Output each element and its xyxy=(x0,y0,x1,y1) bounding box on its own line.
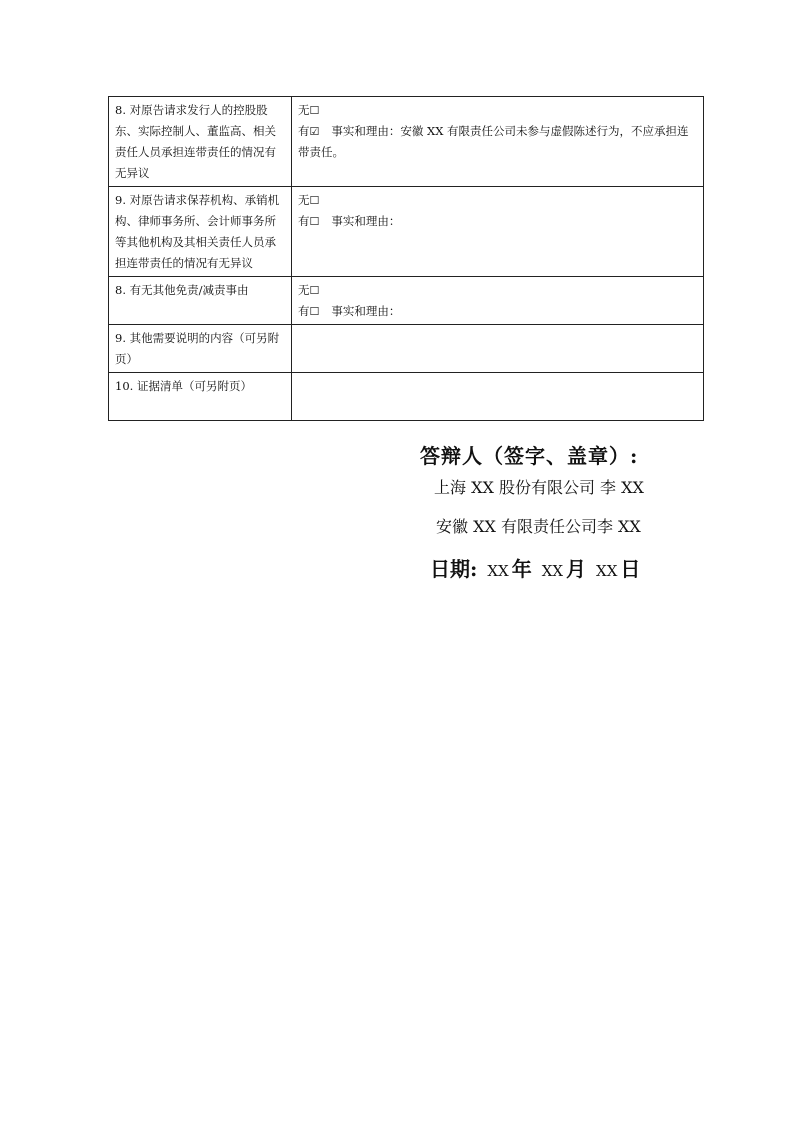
answer-cell xyxy=(292,187,704,277)
checkbox-no[interactable]: ☐ xyxy=(309,194,320,207)
checkbox-yes[interactable]: ☐ xyxy=(309,215,320,228)
reason-text: 安徽 XX 有限责任公司未参与虚假陈述行为，不应承担连带责任。 xyxy=(298,124,689,159)
reason-label: 事实和理由： xyxy=(331,214,401,228)
checkbox-no[interactable]: ☐ xyxy=(309,284,320,297)
date-year-unit: 年 xyxy=(511,557,532,581)
answer-cell-empty[interactable] xyxy=(292,325,704,373)
signature-date xyxy=(430,553,740,582)
checkbox-yes[interactable]: ☐ xyxy=(309,305,320,318)
checkbox-yes-checked[interactable]: ☑ xyxy=(309,125,320,138)
date-year-value: XX xyxy=(487,562,509,580)
signatory-line-1: 上海 XX 股份有限公司 李 XX xyxy=(434,478,644,497)
table-row xyxy=(109,325,704,373)
option-no: 无☐ xyxy=(298,280,697,301)
reason-label: 事实和理由： xyxy=(331,124,401,138)
checkbox-no[interactable]: ☐ xyxy=(309,104,320,117)
option-yes: 有☑ 事实和理由：安徽 XX 有限责任公司未参与虚假陈述行为，不应承担连带责任。 xyxy=(298,121,697,163)
date-day-value: XX xyxy=(596,562,618,580)
option-yes: 有☐ 事实和理由： xyxy=(298,301,697,322)
table-row xyxy=(109,187,704,277)
signature-block xyxy=(420,440,740,582)
response-form-table xyxy=(108,96,704,421)
option-no: 无☐ xyxy=(298,190,697,211)
answer-cell xyxy=(292,277,704,325)
question-cell: 8. 有无其他免责/减责事由 xyxy=(109,277,292,325)
date-month-value: XX xyxy=(541,562,564,580)
table-row xyxy=(109,97,704,187)
signatory-line-2: 安徽 XX 有限责任公司李 XX xyxy=(436,517,641,536)
answer-cell-empty[interactable] xyxy=(292,373,704,421)
option-no: 无☐ xyxy=(298,100,697,121)
question-cell: 10. 证据清单（可另附页） xyxy=(109,373,292,421)
date-month-unit: 月 xyxy=(566,557,587,581)
signature-title: 答辩人（签字、盖章）: xyxy=(420,444,639,468)
date-day-unit: 日 xyxy=(620,557,641,581)
answer-cell xyxy=(292,97,704,187)
table-row xyxy=(109,373,704,421)
question-cell: 9. 其他需要说明的内容（可另附页） xyxy=(109,325,292,373)
table-row xyxy=(109,277,704,325)
question-cell: 8. 对原告请求发行人的控股股东、实际控制人、董监高、相关责任人员承担连带责任的情况有无异议 xyxy=(109,97,292,187)
date-label: 日期: xyxy=(430,557,478,581)
reason-label: 事实和理由： xyxy=(331,304,401,318)
question-cell: 9. 对原告请求保荐机构、承销机构、律师事务所、会计师事务所等其他机构及其相关责任人员承担连带责任的情况有无异议 xyxy=(109,187,292,277)
option-yes: 有☐ 事实和理由： xyxy=(298,211,697,232)
